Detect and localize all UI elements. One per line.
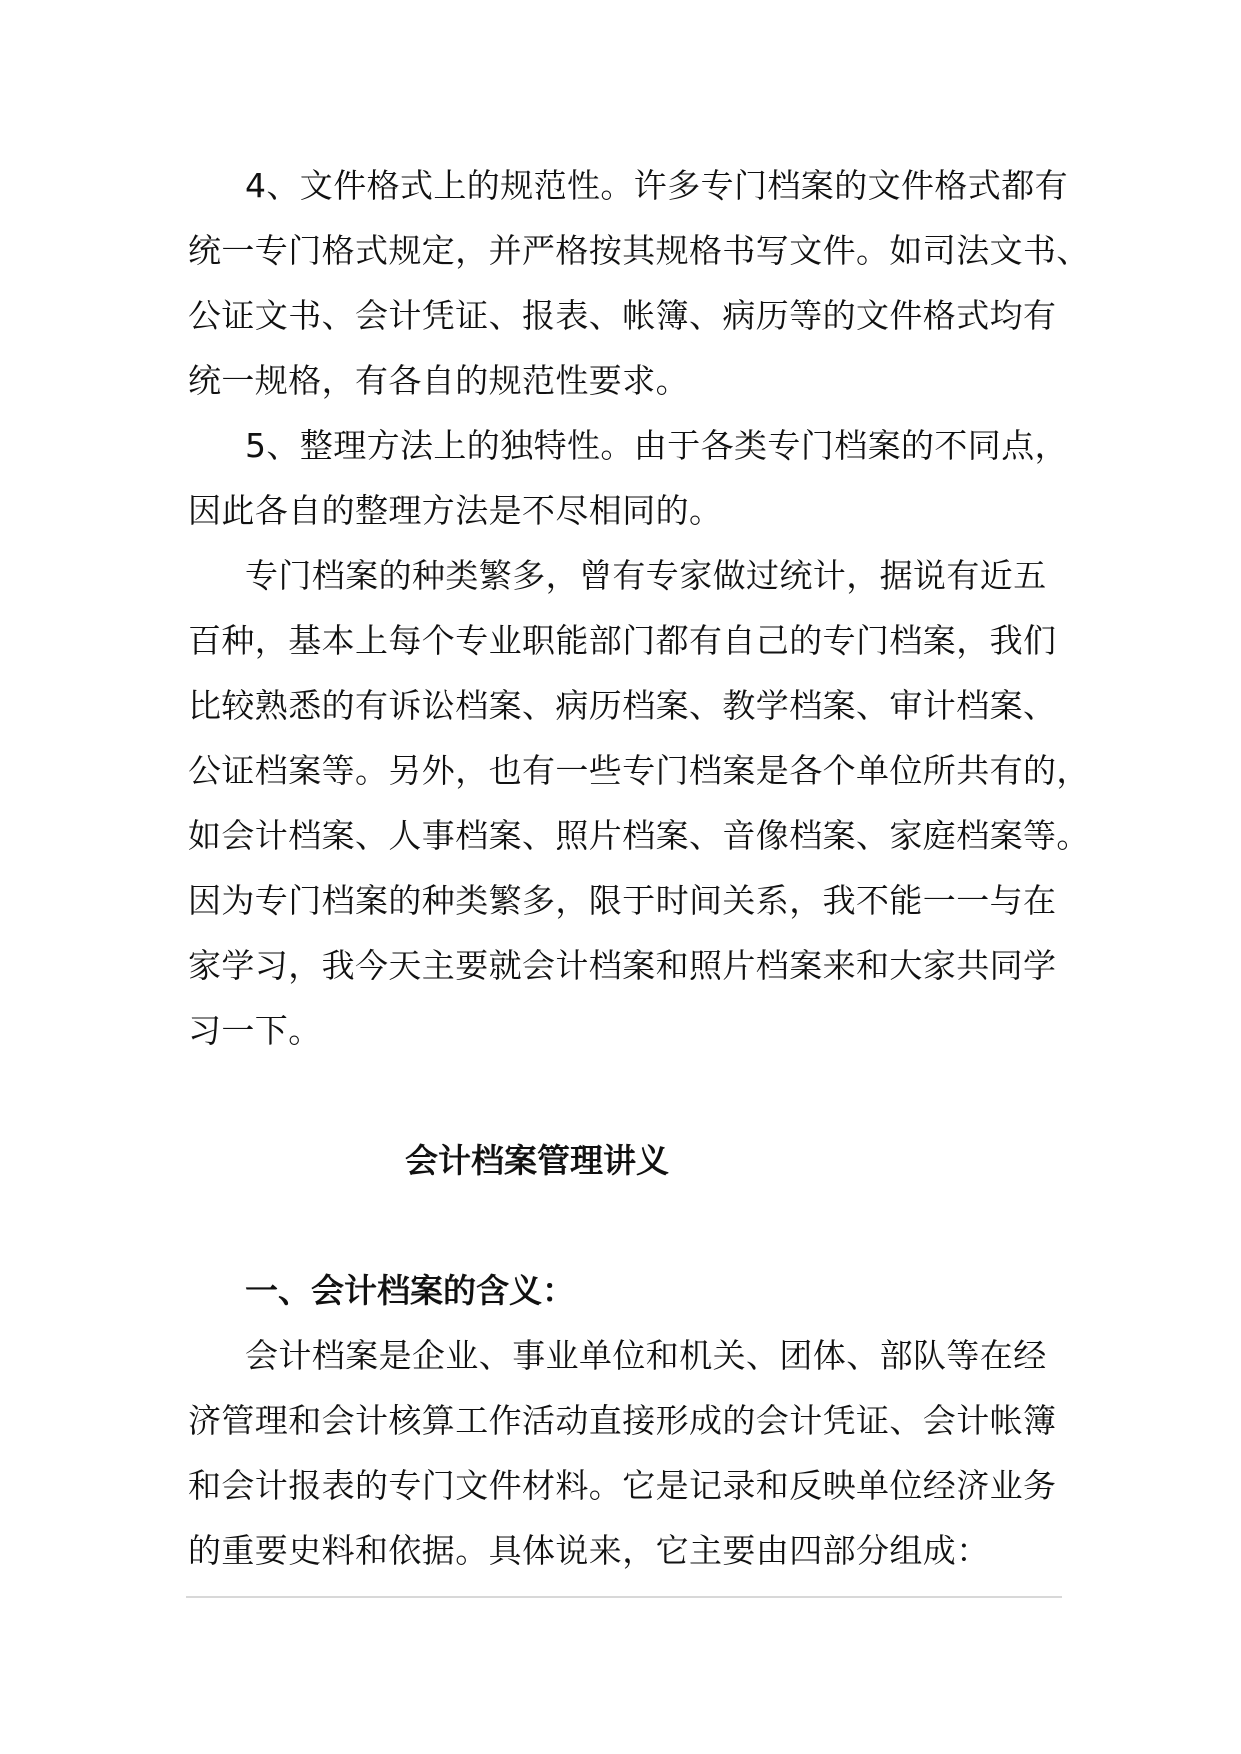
paragraph-4-line-4: 的重要史料和依据。具体说来，它主要由四部分组成： bbox=[188, 1531, 990, 1570]
document-title: 会计档案管理讲义 bbox=[405, 1141, 669, 1180]
paragraph-3-line-2: 百种，基本上每个专业职能部门都有自己的专门档案，我们 bbox=[188, 621, 1057, 660]
paragraph-3-line-3: 比较熟悉的有诉讼档案、病历档案、教学档案、审计档案、 bbox=[188, 686, 1057, 725]
paragraph-4-line-3: 和会计报表的专门文件材料。它是记录和反映单位经济业务 bbox=[188, 1466, 1057, 1505]
paragraph-1-line-2: 统一专门格式规定，并严格按其规格书写文件。如司法文书、 bbox=[188, 231, 1090, 270]
paragraph-2-line-1: 5、整理方法上的独特性。由于各类专门档案的不同点， bbox=[245, 426, 1068, 465]
paragraph-1-line-3: 公证文书、会计凭证、报表、帐簿、病历等的文件格式均有 bbox=[188, 296, 1057, 335]
paragraph-1-line-1: 4、文件格式上的规范性。许多专门档案的文件格式都有 bbox=[245, 166, 1068, 205]
paragraph-3-line-1: 专门档案的种类繁多，曾有专家做过统计，据说有近五 bbox=[245, 556, 1047, 595]
paragraph-3-line-8: 习一下。 bbox=[188, 1011, 322, 1050]
paragraph-4-line-2: 济管理和会计核算工作活动直接形成的会计凭证、会计帐簿 bbox=[188, 1401, 1057, 1440]
footer-divider bbox=[186, 1596, 1062, 1598]
paragraph-3-line-5: 如会计档案、人事档案、照片档案、音像档案、家庭档案等。 bbox=[188, 816, 1090, 855]
paragraph-2-line-2: 因此各自的整理方法是不尽相同的。 bbox=[188, 491, 723, 530]
paragraph-3-line-7: 家学习，我今天主要就会计档案和照片档案来和大家共同学 bbox=[188, 946, 1057, 985]
paragraph-3-line-6: 因为专门档案的种类繁多，限于时间关系，我不能一一与在 bbox=[188, 881, 1057, 920]
paragraph-3-line-4: 公证档案等。另外，也有一些专门档案是各个单位所共有的， bbox=[188, 751, 1090, 790]
paragraph-4-line-1: 会计档案是企业、事业单位和机关、团体、部队等在经 bbox=[245, 1336, 1047, 1375]
paragraph-1-line-4: 统一规格，有各自的规范性要求。 bbox=[188, 361, 689, 400]
section-heading: 一、会计档案的含义： bbox=[245, 1271, 575, 1310]
